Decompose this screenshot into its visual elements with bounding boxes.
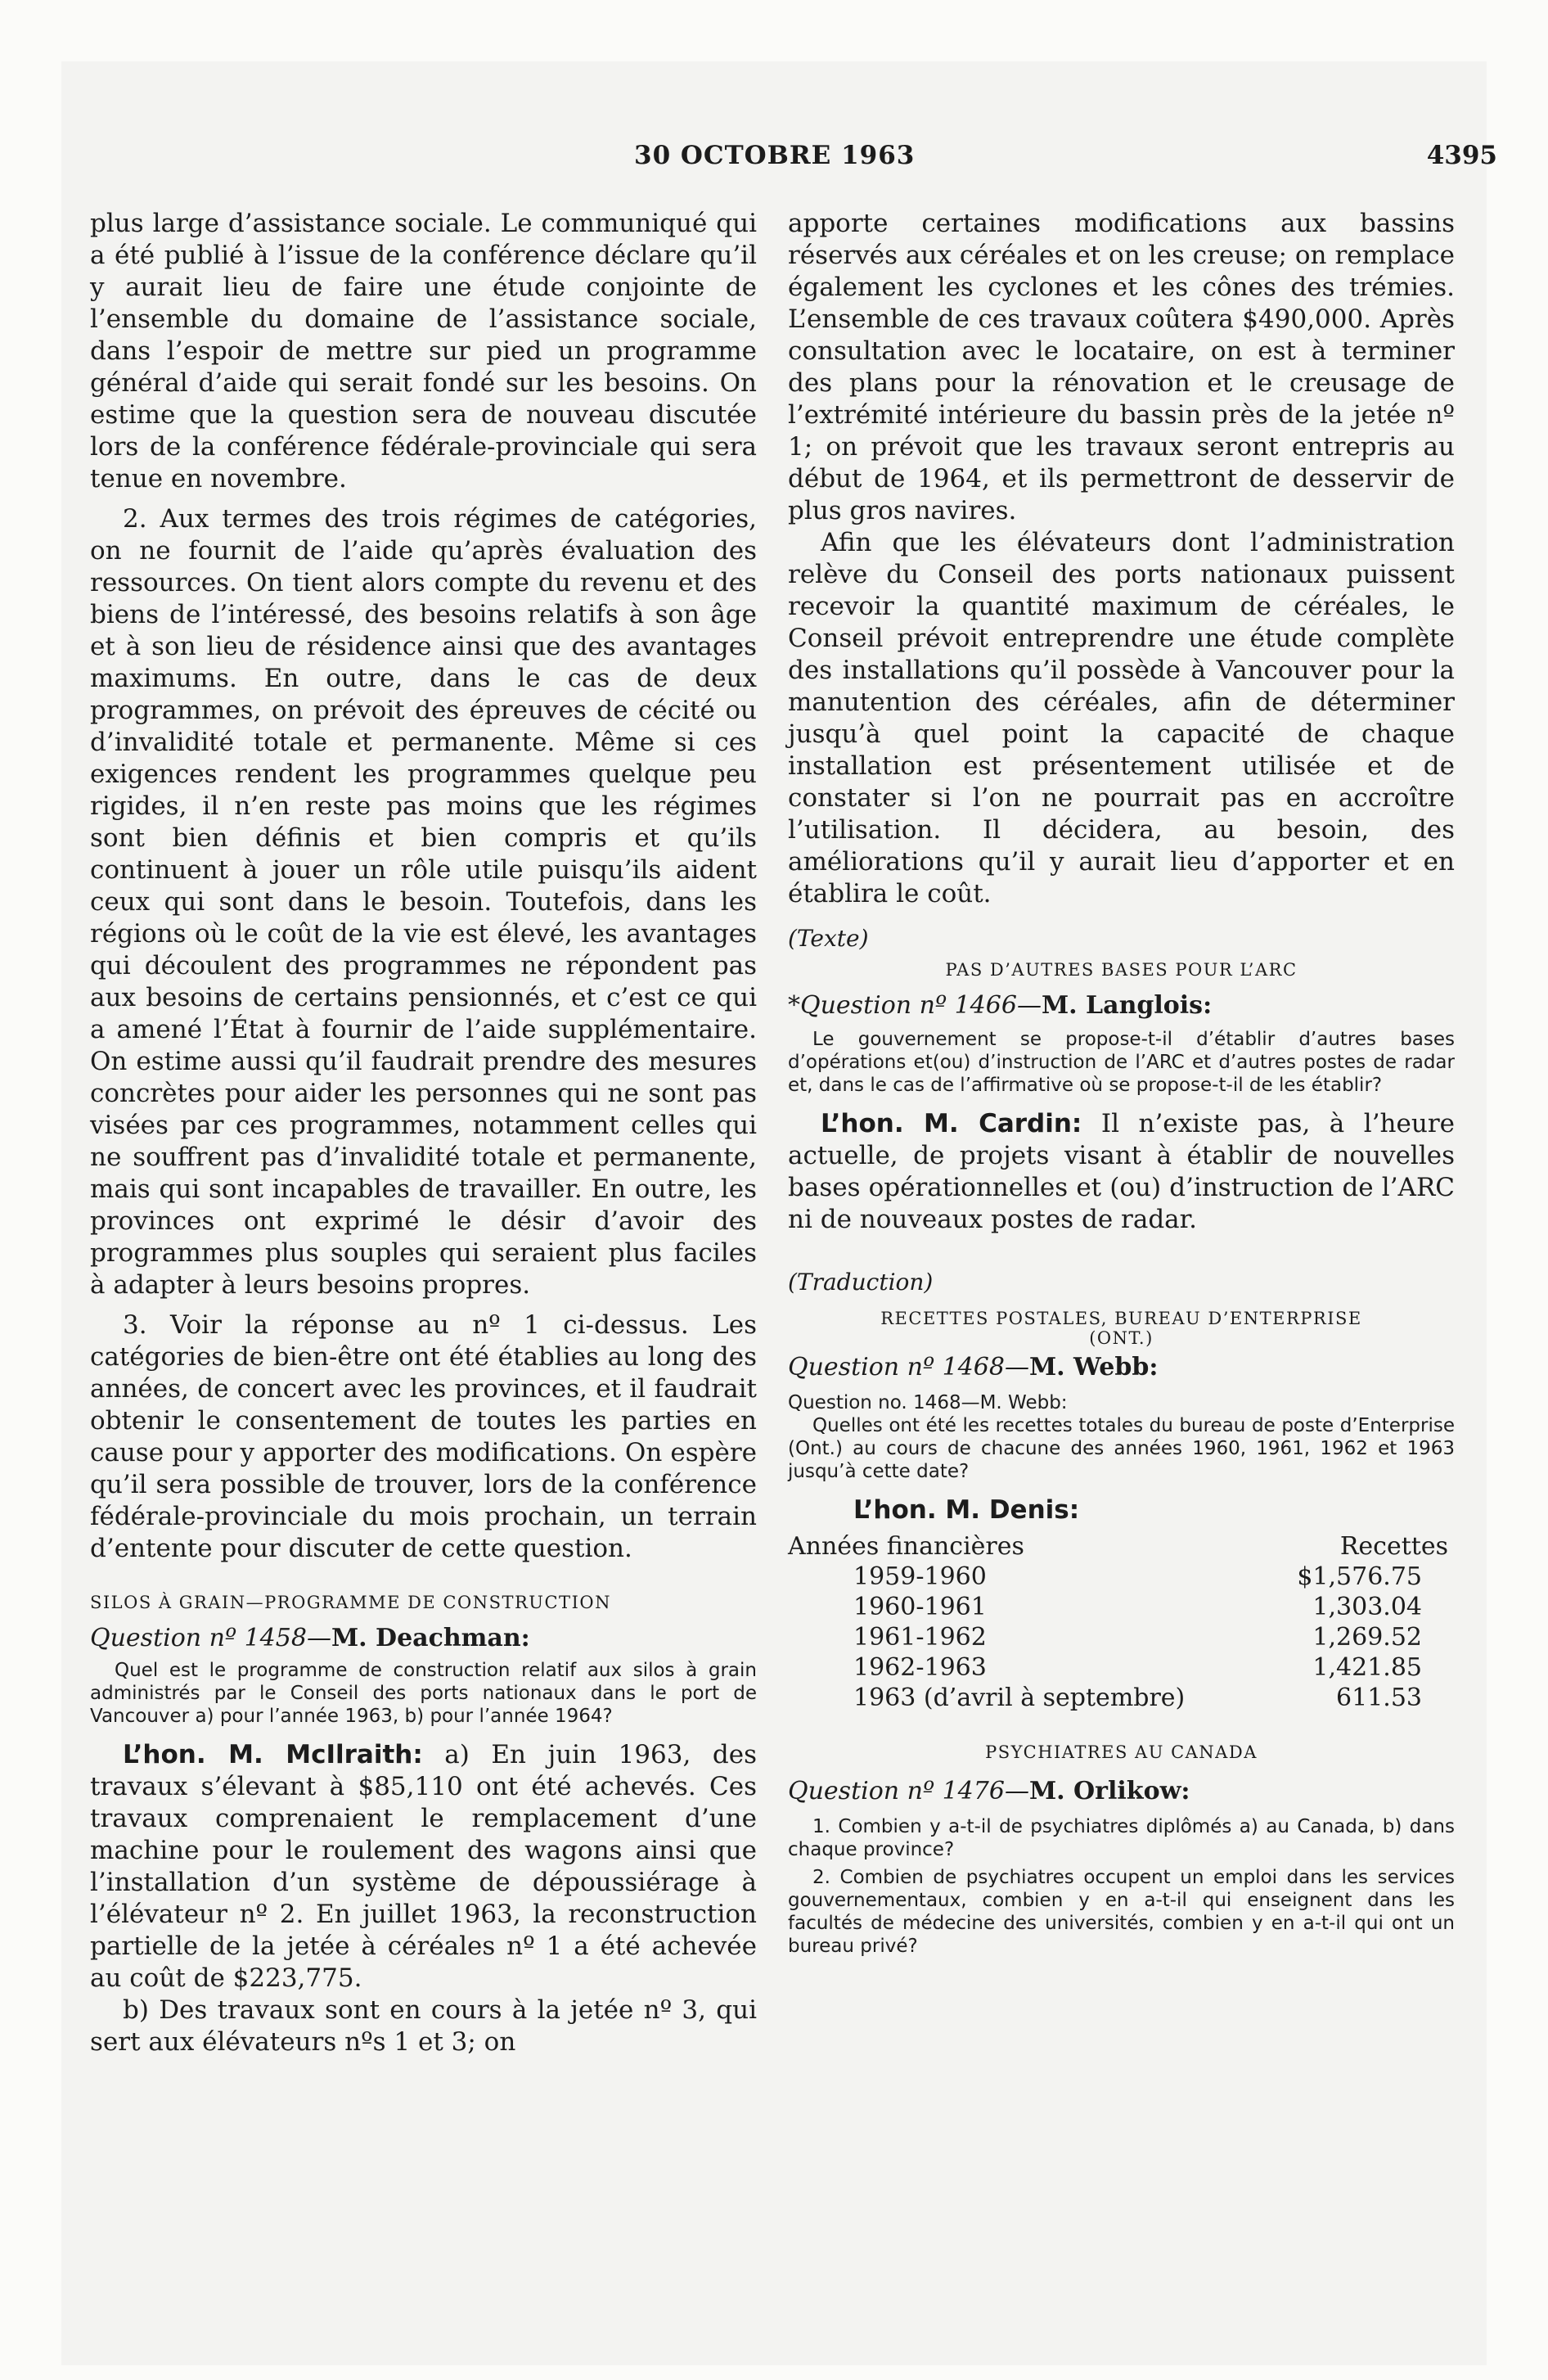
- table-row: [788, 1592, 1455, 1622]
- table-cell-amount: 1,303.04: [1312, 1593, 1422, 1621]
- paragraph: 3. Voir la réponse au nº 1 ci-dessus. Les catégories de bien-être ont été établies au long des années, de concert avec les provinces, et il faudrait obtenir le consentement de toutes les parties en cause pour y apporter des modifications. On espère qu’il sera possible de trouver, lors de la conférence fédérale-provinciale du mois prochain, un terrain d’entente pour discuter de cette question.: [90, 1310, 757, 1563]
- question-label: Question nº 1468—: [788, 1353, 1029, 1382]
- question-1468-text: Quelles ont été les recettes totales du bureau de poste d’Enterprise (Ont.) au cours de chacune des années 1960, 1961, 1962 et 1963 jusqu’à cette date?: [788, 1415, 1455, 1482]
- section-heading-psychiatres: PSYCHIATRES AU CANADA: [985, 1742, 1258, 1762]
- header-date: 30 OCTOBRE 1963: [634, 141, 916, 170]
- question-label: Question nº 1458—: [90, 1624, 331, 1652]
- question-label: Question nº 1476—: [788, 1777, 1029, 1805]
- question-1476-item-2: 2. Combien de psychiatres occupent un emploi dans les services gouvernementaux, combien y en a-t-il qui enseignent dans les facultés de médecine des universités, combien y en a-t-il qui ont un bureau privé?: [788, 1867, 1455, 1957]
- table-cell-amount: 1,269.52: [1312, 1623, 1422, 1652]
- question-member: M. Deachman:: [331, 1624, 530, 1652]
- question-1468-heading: [788, 1353, 1455, 1382]
- table-header-row: [788, 1531, 1455, 1562]
- table-cell-amount: $1,576.75: [1297, 1562, 1422, 1591]
- question-1466-text: Le gouvernement se propose-t-il d’établir d’autres bases d’opérations et(ou) d’instruction de l’ARC et d’autres postes de radar et, dans le cas de l’affirmative où se propose-t-il de les établir?: [788, 1029, 1455, 1096]
- table-row: [788, 1652, 1455, 1683]
- table-cell-amount: 611.53: [1336, 1684, 1422, 1712]
- left-column: [90, 208, 757, 2058]
- table-row: [788, 1683, 1455, 1713]
- paragraph: plus large d’assistance sociale. Le communiqué qui a été publié à l’issue de la conférence déclare qu’il y aurait lieu de faire une étude conjointe de l’ensemble du domaine de l’assistance sociale, dans l’espoir de mettre sur pied un programme général d’aide qui serait fondé sur les besoins. On estime que la question sera de nouveau discutée lors de la conférence fédérale-provinciale qui sera tenue en novembre.: [90, 209, 757, 494]
- table-cell-year: 1961-1962: [853, 1623, 987, 1652]
- section-heading-silos: SILOS À GRAIN—PROGRAMME DE CONSTRUCTION: [90, 1593, 611, 1612]
- page-number: 4395: [1426, 141, 1497, 170]
- question-1458-heading: [90, 1624, 757, 1652]
- table-cell-year: 1960-1961: [853, 1593, 987, 1621]
- section-heading-postal-2: (ONT.): [1089, 1328, 1154, 1348]
- table-row: [788, 1562, 1455, 1592]
- answer-speaker: L’hon. M. McIlraith:: [123, 1740, 423, 1769]
- answer-speaker: L’hon. M. Denis:: [853, 1495, 1080, 1525]
- section-heading-arc: PAS D’AUTRES BASES POUR L’ARC: [945, 960, 1298, 980]
- answer-text: Il n’existe pas, à l’heure actuelle, de projets visant à établir de nouvelles bases opérationnelles et (ou) d’instruction de l’ARC ni de nouveaux postes de radar.: [788, 1109, 1455, 1234]
- page-header: [78, 141, 1497, 182]
- table-cell-year: 1962-1963: [853, 1653, 987, 1682]
- table-cell-year: 1963 (d’avril à septembre): [853, 1684, 1186, 1712]
- revenue-table: [788, 1531, 1455, 1713]
- right-column: [788, 208, 1455, 1958]
- table-row: [788, 1622, 1455, 1652]
- paragraph: 2. Aux termes des trois régimes de catégories, on ne fournit de l’aide qu’après évaluation des ressources. On tient alors compte du revenu et des biens de l’intéressé, des besoins relatifs à son âge et à son lieu de résidence ainsi que des avantages maximums. En outre, dans le cas de deux programmes, on prévoit des épreuves de cécité ou d’invalidité totale et permanente. Même si ces exigences rendent les programmes quelque peu rigides, il n’en reste pas moins que les régimes sont bien définis et bien compris et qu’ils continuent à jouer un rôle utile puisqu’ils aident ceux qui sont dans le besoin. Toutefois, dans les régions où le coût de la vie est élevé, les avantages qui découlent des programmes ne répondent pas aux besoins de certains pensionnés, et c’est ce qui a amené l’État à fournir de l’aide supplémentaire. On estime aussi qu’il faudrait prendre des mesures concrètes pour aider les personnes qui ne sont pas visées par ces programmes, notamment celles qui ne souffrent pas d’invalidité totale et permanente, mais qui sont incapables de travailler. En outre, les provinces ont exprimé le désir d’avoir des programmes plus souples qui seraient plus faciles à adapter à leurs besoins propres.: [90, 504, 757, 1300]
- paragraph: Afin que les élévateurs dont l’administration relève du Conseil des ports nationaux puissent recevoir la quantité maximum de céréales, le Conseil prévoit entreprendre une étude complète des installations qu’il possède à Vancouver pour la manutention des céréales, afin de déterminer jusqu’à quel point la capacité de chaque installation est présentement utilisée et de constater si l’on ne pourrait pas en accroître l’utilisation. Il décidera, au besoin, des améliorations qu’il y aurait lieu d’apporter et en établira le coût.: [788, 528, 1455, 908]
- answer-speaker: L’hon. M. Cardin:: [821, 1109, 1082, 1138]
- question-1468-line: Question no. 1468—M. Webb:: [788, 1392, 1068, 1413]
- answer-b: b) Des travaux sont en cours à la jetée nº 3, qui sert aux élévateurs nºs 1 et 3; on: [90, 1995, 757, 2057]
- question-member: M. Webb:: [1028, 1353, 1159, 1382]
- question-1466-heading: [788, 991, 1455, 1020]
- answer-denis: [788, 1494, 1455, 1526]
- table-cell-amount: 1,421.85: [1312, 1653, 1422, 1682]
- section-heading-postal: RECETTES POSTALES, BUREAU D’ENTERPRISE: [880, 1309, 1362, 1328]
- paragraph: apporte certaines modifications aux bassins réservés aux céréales et on les creuse; on remplace également les cyclones et les cônes des trémies. L’ensemble de ces travaux coûtera $490,000. Après consultation avec le locataire, on est à terminer des plans pour la rénovation et le creusage de l’extrémité intérieure du bassin près de la jetée nº 1; on prévoit que les travaux seront entrepris au début de 1964, et ils permettront de desservir de plus gros navires.: [788, 209, 1455, 525]
- hansard-page: [78, 0, 1497, 2380]
- question-1458-text: Quel est le programme de construction relatif aux silos à grain administrés par le Conseil des ports nationaux dans le port de Vancouver a) pour l’année 1963, b) pour l’année 1964?: [90, 1660, 757, 1727]
- column-header: Recettes: [1339, 1532, 1448, 1561]
- answer-cardin: [788, 1108, 1455, 1236]
- answer-mcilraith: [90, 1739, 757, 1995]
- question-member: M. Orlikow:: [1028, 1777, 1190, 1805]
- column-header: Années financières: [788, 1532, 1024, 1561]
- answer-text: a) En juin 1963, des travaux s’élevant à $85,110 ont été achevés. Ces travaux comprenaient le remplacement d’une machine pour le roulement des wagons ainsi que l’installation d’un système de dépoussiérage à l’élévateur nº 2. En juillet 1963, la reconstruction partielle de la jetée à céréales nº 1 a été achevée au coût de $223,775.: [90, 1740, 757, 1993]
- question-1476-heading: [788, 1777, 1455, 1805]
- texte-label: (Texte): [788, 925, 869, 952]
- question-label: *Question nº 1466—: [788, 991, 1042, 1020]
- question-member: M. Langlois:: [1041, 991, 1213, 1020]
- question-1476-item-1: 1. Combien y a-t-il de psychiatres diplômés a) au Canada, b) dans chaque province?: [788, 1816, 1455, 1860]
- traduction-label: (Traduction): [788, 1269, 934, 1296]
- table-cell-year: 1959-1960: [853, 1562, 987, 1591]
